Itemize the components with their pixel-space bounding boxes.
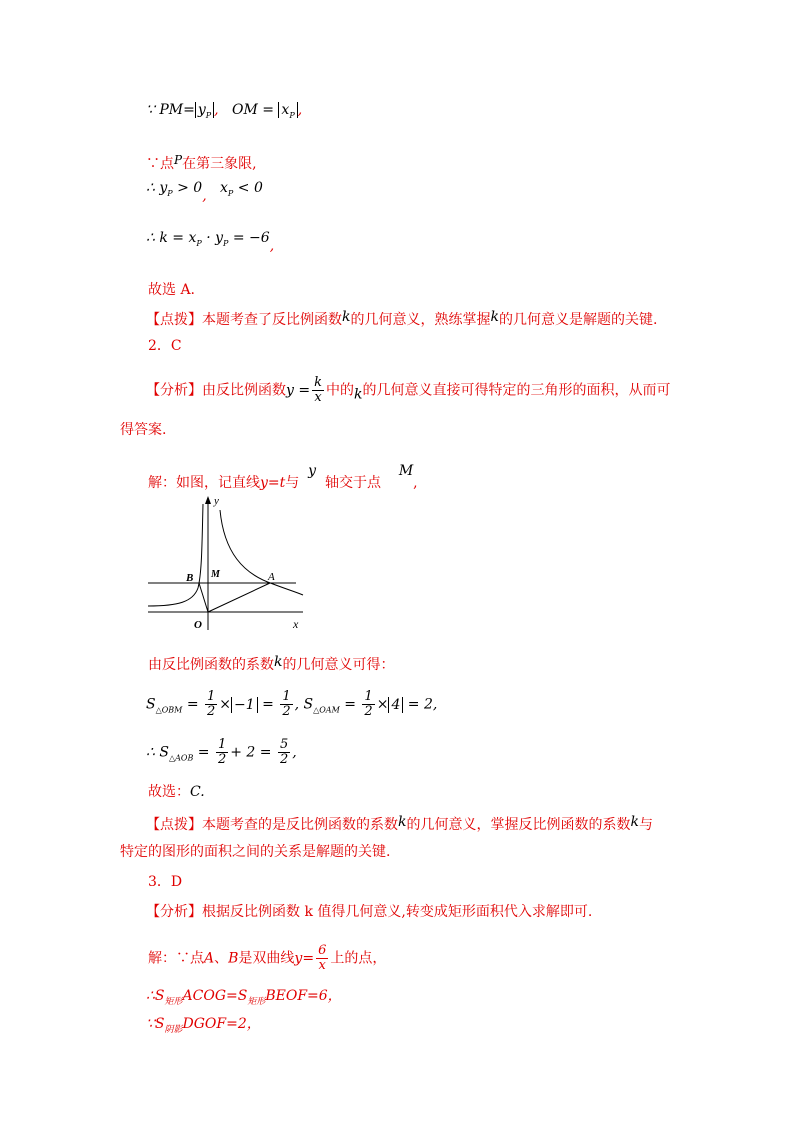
text: ∴S xyxy=(146,988,165,1004)
text: 解：如图，记直线 xyxy=(148,475,260,491)
text: 的几何意义可得： xyxy=(282,657,395,673)
coefficient-meaning: 由反比例函数的系数k的几何意义可得： xyxy=(148,654,395,673)
text: B xyxy=(228,950,239,967)
text: 阴影 xyxy=(164,1025,183,1035)
line-yp-xp: ∴ $y_P > 0$, $x_P < 0$ xyxy=(146,180,263,204)
text: M xyxy=(398,463,414,479)
text: 矩形 xyxy=(164,997,183,1007)
label-m: M xyxy=(211,569,220,580)
label-o: O xyxy=(194,619,202,631)
answer-1: 故选 A. xyxy=(148,282,196,298)
text: 与 xyxy=(638,817,653,833)
text: y xyxy=(308,463,317,479)
text: 解：∵点 xyxy=(148,950,204,967)
text: 【分析】由反比例函数 xyxy=(146,382,286,399)
text: 故选： xyxy=(148,784,190,800)
text: 【点拨】本题考查的是反比例函数的系数 xyxy=(146,817,398,833)
analysis-3: 【分析】根据反比例函数 k 值得几何意义,转变成矩形面积代入求解即可. xyxy=(146,904,593,920)
text: 与 xyxy=(285,475,300,491)
text: 中的 xyxy=(325,382,354,399)
tip-2-cont: 特定的图形的面积之间的关系是解题的关键. xyxy=(120,844,391,860)
text: 由反比例函数的系数 xyxy=(148,657,274,673)
rect-area-equation xyxy=(146,986,342,1012)
line-p-third-quadrant xyxy=(146,150,257,174)
text: 是双曲线 xyxy=(238,950,295,967)
text: 【点拨】本题考查了反比例函数 xyxy=(146,312,342,328)
area-equation-2: ∴ $S_{\triangle AOB}$ = $\frac{1}{2}$ + 2 = $\frac{5}{2}$ , xyxy=(146,737,297,767)
analysis-2: 【分析】由反比例函数y = $\frac{k}{x}$ 中的k的几何意义直接可得特定的三角形的面积，从而可 xyxy=(146,375,671,405)
line-k-value: ∴ $k = x_P \cdot y_P = -6$, xyxy=(146,230,275,254)
question-2-heading: 2．C xyxy=(148,338,182,354)
solution-3-intro: 解：∵点A、B是双曲线y= $\frac{6}{x}$ 上的点， xyxy=(148,943,387,973)
tip-1: 【点拨】本题考查了反比例函数k的几何意义，熟练掌握k的几何意义是解题的关键. xyxy=(146,309,658,328)
text: 轴交于点 xyxy=(325,475,381,491)
hyperbola-graph xyxy=(148,492,308,632)
answer-2 xyxy=(148,782,205,802)
text: C. xyxy=(190,784,205,800)
text: 矩形 xyxy=(247,997,266,1007)
text: BEOF=6， xyxy=(265,988,342,1004)
text: ∵点 xyxy=(146,156,174,172)
text: 、 xyxy=(214,950,229,967)
text: 的几何意义直接可得特定的三角形的面积，从而可 xyxy=(362,382,671,399)
text: 在第三象限, xyxy=(182,156,257,172)
text: 的几何意义是解题的关键. xyxy=(498,312,658,328)
text: ACOG=S xyxy=(182,988,248,1004)
text: A xyxy=(204,950,215,967)
label-y: y xyxy=(214,495,219,507)
text: y=t xyxy=(260,475,286,491)
text: ∵S xyxy=(146,1016,165,1032)
tip-2: 【点拨】本题考查的是反比例函数的系数k的几何意义，掌握反比例函数的系数k与 xyxy=(146,814,653,833)
text: 的几何意义，熟练掌握 xyxy=(350,312,491,328)
question-3-heading: 3．D xyxy=(148,874,183,890)
solution-2-intro: 解：如图，记直线y=t与 y 轴交于点 M, xyxy=(148,463,418,491)
label-b: B xyxy=(186,572,194,584)
text: 的几何意义，掌握反比例函数的系数 xyxy=(406,817,631,833)
label-a: A xyxy=(268,571,275,583)
text: 上的点， xyxy=(330,950,387,967)
var-p: P xyxy=(174,153,183,167)
area-equation-1: $S_{\triangle OBM}$ = $\frac{1}{2}$ × −1 = $\frac{1}{2}$ , $S_{\triangle OAM}$ = $\frac{1}{2}$ × 4 = 2, xyxy=(146,689,438,719)
text: DGOF=2， xyxy=(182,1016,261,1032)
shaded-area-equation xyxy=(146,1014,261,1040)
analysis-2-cont: 得答案. xyxy=(120,422,167,438)
label-x: x xyxy=(293,617,299,631)
line-pm-om: ∵ $PM= y_P$ , OM = $x_P$ , xyxy=(146,102,303,120)
